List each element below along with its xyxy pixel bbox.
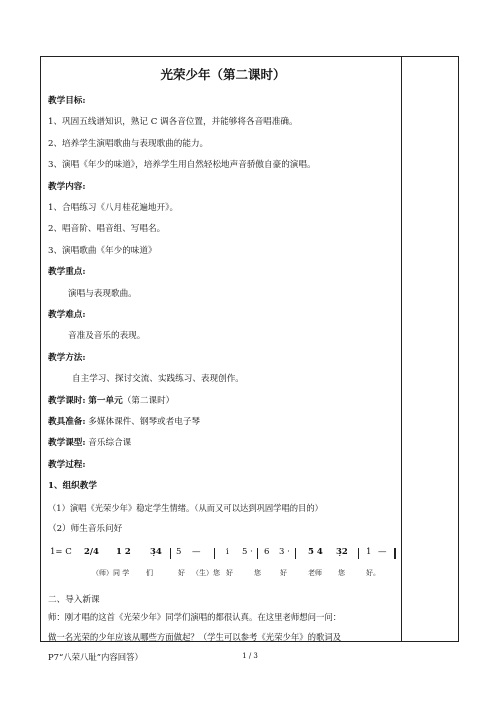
difficulties-text: 音准及音乐的表现。 [68, 331, 146, 341]
process-heading: 教学过程: [48, 460, 86, 470]
score-note: 3̣2 [336, 547, 348, 557]
lyric: 好 [280, 569, 287, 577]
content-item: 3、演唱歌曲《年少的味道》 [48, 246, 157, 256]
lesson-type-value: 音乐综合课 [88, 438, 132, 448]
key-points-heading: 教学重点: [48, 267, 86, 277]
content-heading: 教学内容: [48, 182, 86, 192]
methods-heading: 教学方法: [48, 353, 86, 363]
objectives-heading: 教学目标: [48, 96, 86, 106]
lesson-type-row [48, 438, 131, 449]
score-note: 1 2 [116, 547, 131, 557]
methods-text: 自主学习、探讨交流、实践练习、表现创作。 [72, 374, 244, 384]
process-step1: 1、组织教学 [48, 481, 97, 491]
intro-line: 师：刚才唱的这首《光荣少年》同学们演唱的都很认真。在这里老师想问一问： [48, 612, 342, 622]
bar-line [295, 548, 296, 559]
score-note: 1 [366, 547, 372, 557]
bar-line [358, 548, 359, 559]
lyric: 您 [254, 569, 261, 577]
score-note: 5 [176, 547, 182, 557]
lesson-value: 第一单元 [88, 396, 123, 406]
score-note: — [378, 547, 387, 557]
table-column-divider [401, 56, 402, 642]
score-note: — [192, 547, 201, 557]
materials-value: 多媒体课件、钢琴或者电子琴 [88, 417, 201, 427]
lyric: 老师 [308, 569, 322, 577]
bar-line [214, 548, 215, 559]
score-key: 1= C [50, 547, 72, 557]
lesson-row [48, 396, 174, 407]
intro-line: 做一名光荣的少年应该从哪些方面做起？（学生可以参考《光荣少年》的歌词及 [48, 632, 342, 642]
lyric: 们 [146, 569, 153, 577]
lyric: 您 [338, 569, 345, 577]
score-lyrics [48, 568, 398, 580]
final-bar-line [394, 548, 396, 559]
score-note: 6 [264, 547, 270, 557]
intro-heading: 二、导入新课 [48, 595, 100, 605]
content-item: 1、合唱练习《八月桂花遍地开》。 [48, 203, 179, 213]
bar-line [170, 548, 171, 559]
objective-item: 2、培养学生演唱歌曲与表现歌曲的能力。 [48, 139, 209, 149]
materials-row [48, 417, 200, 428]
lesson-extra: （第二课时） [122, 396, 175, 406]
score-note: 3̣4 [150, 547, 162, 557]
music-score [48, 547, 398, 563]
score-note: 5 4 [308, 547, 323, 557]
process-step1-a: （1）演唱《光荣少年》稳定学生情绪。（从而又可以达到巩固学唱的目的） [48, 503, 323, 513]
objective-item: 3、演唱《年少的味道》，培养学生用自然轻松地声音骄傲自豪的演唱。 [48, 160, 316, 170]
lyric: （师）同 学 [92, 569, 130, 577]
score-meter: 2/4 [84, 547, 99, 557]
content-item: 2、唱音阶、唱音组、写唱名。 [48, 224, 166, 234]
page-number: 1 / 3 [242, 652, 258, 660]
lesson-label: 教学课时: [48, 396, 86, 406]
page-title: 光荣少年（第二课时） [160, 67, 286, 82]
score-note: 3 · [279, 547, 290, 557]
lyric: （生）您 [192, 569, 220, 577]
process-step1-b: （2）师生音乐问好 [48, 524, 123, 534]
score-note: 5 · [242, 547, 253, 557]
bar-line [257, 548, 258, 559]
intro-line: P7“八荣八耻”内容回答） [48, 652, 143, 662]
lyric: 好 [178, 569, 185, 577]
score-note: i [226, 547, 229, 557]
lesson-type-label: 教学课型: [48, 438, 86, 448]
materials-label: 教具准备: [48, 417, 86, 427]
difficulties-heading: 教学难点: [48, 310, 86, 320]
objective-item: 1、巩固五线谱知识，熟记 C 调各音位置，并能够将各音唱准确。 [48, 117, 298, 127]
lyric: 好 [226, 569, 233, 577]
key-points-text: 演唱与表现歌曲。 [68, 289, 137, 299]
lyric: 好。 [366, 569, 380, 577]
